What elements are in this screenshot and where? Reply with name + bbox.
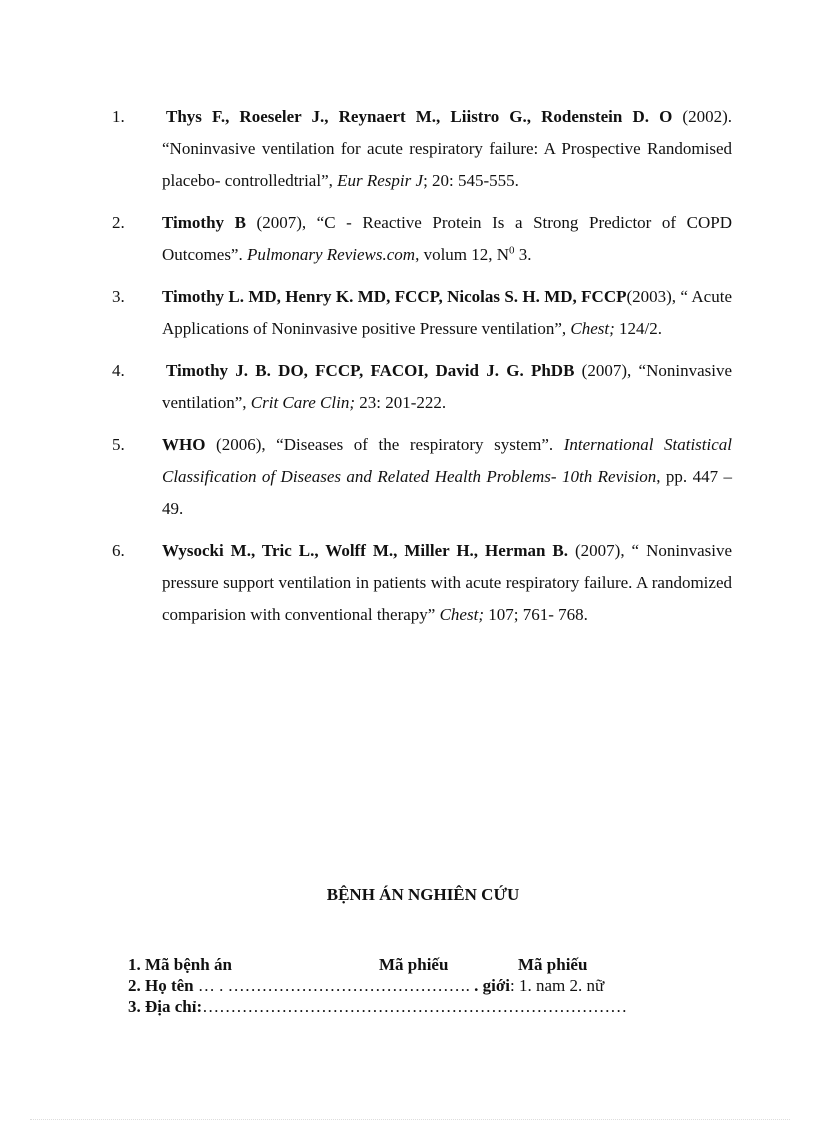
form-fields <box>128 954 728 1017</box>
reference-text: (2007), “Noninvasive ventilation”, <box>162 361 732 412</box>
reference-text: (2007), “C - Reactive Protein Is a Strong Predictor of COPD Outcomes”. <box>162 213 732 264</box>
reference-journal: International Statistical Classification of Diseases and Related Health Problems- 10th Revision <box>162 435 732 486</box>
address-label: 3. Địa chỉ: <box>128 997 203 1016</box>
reference-authors: Thys F., Roeseler J., Reynaert M., Liistro G., Rodenstein D. O <box>166 107 673 126</box>
reference-item <box>112 429 732 525</box>
gender-label: . giới <box>474 976 510 995</box>
reference-text: (2002). “Noninvasive ventilation for acute respiratory failure: A Prospective Randomised placebo- controlledtrial”, <box>162 107 732 190</box>
reference-item <box>112 535 732 631</box>
form-id-label: Mã phiếu <box>379 955 449 974</box>
reference-number: 6. <box>112 541 125 560</box>
reference-number: 2. <box>112 213 125 232</box>
form-line-name <box>128 975 728 996</box>
reference-text: 23: 201-222. <box>354 393 447 412</box>
reference-text: , pp. 447 – 49. <box>162 467 732 518</box>
reference-item <box>112 101 732 197</box>
reference-authors: Wysocki M., Tric L., Wolff M., Miller H., Herman B. <box>162 541 569 560</box>
reference-text: (2006), “Diseases of the respiratory system”. <box>205 435 564 454</box>
reference-authors: Timothy B <box>162 213 246 232</box>
reference-number: 5. <box>112 435 125 454</box>
reference-text: (2007), “ Noninvasive pressure support ventilation in patients with acute respiratory failure. A randomized comparision with conventional therapy” <box>162 541 732 624</box>
reference-text: 107; 761- 768. <box>483 605 588 624</box>
name-dots: … . ……………………………………. <box>193 976 475 995</box>
reference-journal: Eur Respir J <box>337 171 424 190</box>
reference-superscript: 0 <box>509 244 515 257</box>
address-dots: ………………………………………………………………… <box>202 997 628 1016</box>
reference-text: , volum 12, N <box>415 245 510 264</box>
reference-authors: WHO <box>162 435 206 454</box>
reference-list <box>112 101 732 641</box>
form-title: BỆNH ÁN NGHIÊN CỨU <box>326 885 520 904</box>
reference-journal: Pulmonary Reviews.com <box>246 245 416 264</box>
reference-item <box>112 207 732 271</box>
reference-text: (2003), “ Acute Applications of Noninvasive positive Pressure ventilation”, <box>162 287 732 338</box>
reference-number: 1. <box>112 107 125 126</box>
reference-item <box>112 281 732 345</box>
reference-text: ; 20: 545-555. <box>423 171 519 190</box>
reference-item <box>112 355 732 419</box>
record-id-label: 1. Mã bệnh án <box>128 955 232 974</box>
reference-authors: Timothy L. MD, Henry K. MD, FCCP, Nicolas S. H. MD, FCCP <box>162 287 627 306</box>
form-line-address <box>128 996 728 1017</box>
reference-number: 3. <box>112 287 125 306</box>
reference-journal: Chest; <box>439 605 484 624</box>
reference-authors: Timothy J. B. DO, FCCP, FACOI, David J. G. PhDB <box>166 361 575 380</box>
reference-text: 3. <box>514 245 532 264</box>
reference-journal: Crit Care Clin; <box>250 393 355 412</box>
reference-text: 124/2. <box>614 319 663 338</box>
page-bottom-rule <box>30 1119 790 1120</box>
reference-number: 4. <box>112 361 125 380</box>
form-line-ids <box>128 954 728 975</box>
reference-journal: Chest; <box>570 319 615 338</box>
form-id-label-2: Mã phiếu <box>518 955 588 974</box>
name-label: 2. Họ tên <box>128 976 194 995</box>
gender-options: : 1. nam 2. nữ <box>510 976 605 995</box>
